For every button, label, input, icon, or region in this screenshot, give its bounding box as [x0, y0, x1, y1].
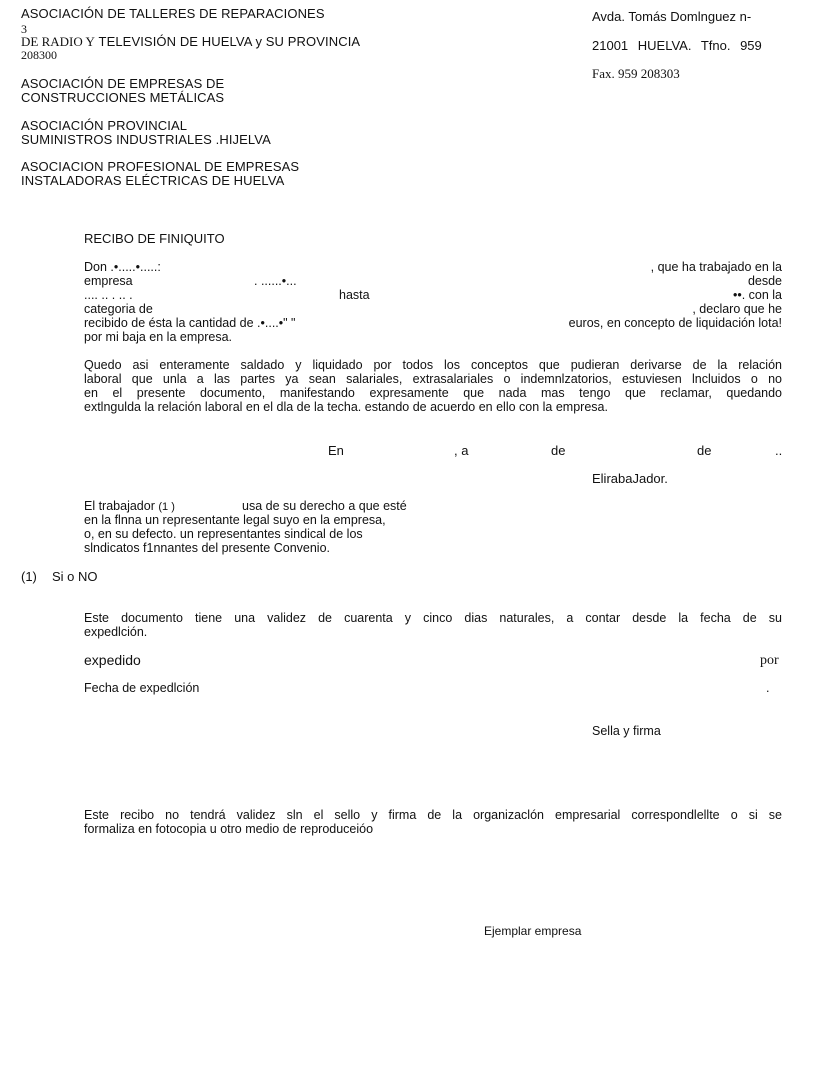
w-line-1 — [84, 499, 444, 513]
p1-line-4 — [84, 302, 782, 316]
w-l1c: usa de su derecho a que esté — [242, 499, 407, 513]
association-1-line-2 — [21, 35, 360, 49]
footnote-number: (1) — [21, 569, 37, 584]
stamp-signature-label: Sella y firma — [592, 724, 661, 738]
association-2-line-1: ASOCIACIÓN DE EMPRESAS DE — [21, 76, 225, 91]
p1-l5-right: euros, en concepto de liquidación lota! — [568, 316, 782, 330]
por-label: por — [760, 653, 779, 668]
date-en: En — [328, 443, 344, 458]
association-1-phone: 208300 — [21, 48, 57, 62]
p1-l3-mid: hasta — [339, 288, 370, 302]
association-3-line-2: SUMINISTROS INDUSTRIALES .HIJELVA — [21, 132, 271, 147]
p1-l2-mid: . ......•... — [254, 274, 297, 288]
p1-l2-right: desde — [747, 274, 782, 288]
w-line-2: en la flnna un representante legal suyo en la empresa, — [84, 513, 386, 527]
association-2-line-2: CONSTRUCCIONES METÁLICAS — [21, 90, 225, 105]
w-line-3: o, en su defecto. un representantes sindical de los — [84, 527, 363, 541]
p1-l3-right: ••. con la — [732, 288, 782, 302]
p2-line-4: extlngulda la relación laboral en el dla de la techa. estando de acuerdo en ello con la empresa. — [84, 400, 608, 414]
p1-l1-right: , que ha trabajado en la — [650, 260, 782, 274]
w-l1a: El trabajador — [84, 499, 155, 513]
association-3-line-1: ASOCIACIÓN PROVINCIAL — [21, 118, 188, 133]
receipt-title-text: RECIBO DE FINIQUITO — [84, 231, 225, 246]
p2-line-2: laboral que unla a las partes ya sean salariales, extrasalariales o indemnlzatorios, estuviesen lncluidos o no — [84, 372, 782, 386]
issue-date-dot: . — [766, 681, 770, 695]
p1-l1-left: Don .•.....•.....: — [84, 260, 161, 274]
p1-line-3 — [84, 288, 782, 302]
validity-line-1: Este documento tiene una validez de cuarenta y cinco dias naturales, a contar desde la fecha de su — [84, 611, 782, 625]
date-a: , a — [454, 443, 469, 458]
association-4-line-2: INSTALADORAS ELÉCTRICAS DE HUELVA — [21, 173, 285, 188]
p1-l3-left: .... .. . .. . — [84, 288, 133, 302]
p2-line-3: en el presente documento, manifestando expresamente que nada mas tengo que reclamar, quedando — [84, 386, 782, 400]
association-1-mark: 3 — [21, 22, 27, 36]
footnote-text: Si o NO — [52, 569, 98, 584]
p1-l2-left: empresa — [84, 274, 133, 288]
p1-line-2 — [84, 274, 782, 288]
p1-line-5 — [84, 316, 782, 330]
p1-l5-left: recibido de ésta la cantidad de .•....•" " — [84, 316, 296, 330]
association-4-line-1: ASOCIACION PROFESIONAL DE EMPRESAS — [21, 159, 300, 174]
p1-line-6: por mi baja en la empresa. — [84, 330, 232, 344]
date-de-1: de — [551, 443, 566, 458]
date-end: .. — [775, 443, 783, 458]
w-l1b: (1 ) — [158, 501, 175, 513]
association-1-line-2a: DE RADIO Y — [21, 34, 95, 49]
copy-label: Ejemplar empresa — [484, 924, 582, 938]
p2-line-1: Quedo asi enteramente saldado y liquidado por todos los conceptos que pudieran derivarse de la relación — [84, 358, 782, 372]
p1-l4-left: categoria de — [84, 302, 153, 316]
address-line-1: Avda. Tomás Domlnguez n- — [592, 9, 752, 24]
association-1-line-1: ASOCIACIÓN DE TALLERES DE REPARACIONES — [21, 6, 325, 21]
final-note-line-1: Este recibo no tendrá validez sln el sello y firma de la organizaclón empresarial correspondlellte o si se — [84, 808, 782, 822]
validity-line-2: expedlción. — [84, 625, 148, 639]
worker-label: ElirabaJador. — [592, 471, 668, 486]
address-line-2: 21001 HUELVA. Tfno. 959 — [592, 38, 762, 53]
p1-line-1 — [84, 260, 782, 274]
expedido-label: expedido — [84, 652, 141, 668]
issue-date-label: Fecha de expedlción — [84, 681, 200, 695]
w-line-4: slndicatos f1nnantes del presente Convenio. — [84, 541, 330, 555]
date-de-2: de — [697, 443, 712, 458]
address-line-3: Fax. 959 208303 — [592, 66, 680, 81]
p1-l4-right: , declaro que he — [692, 302, 782, 316]
association-1-line-2b: TELEVISIÓN DE HUELVA y SU PROVINCIA — [98, 34, 361, 49]
final-note-line-2: formaliza en fotocopia u otro medio de reproduceióo — [84, 822, 374, 836]
receipt-title — [84, 231, 225, 246]
